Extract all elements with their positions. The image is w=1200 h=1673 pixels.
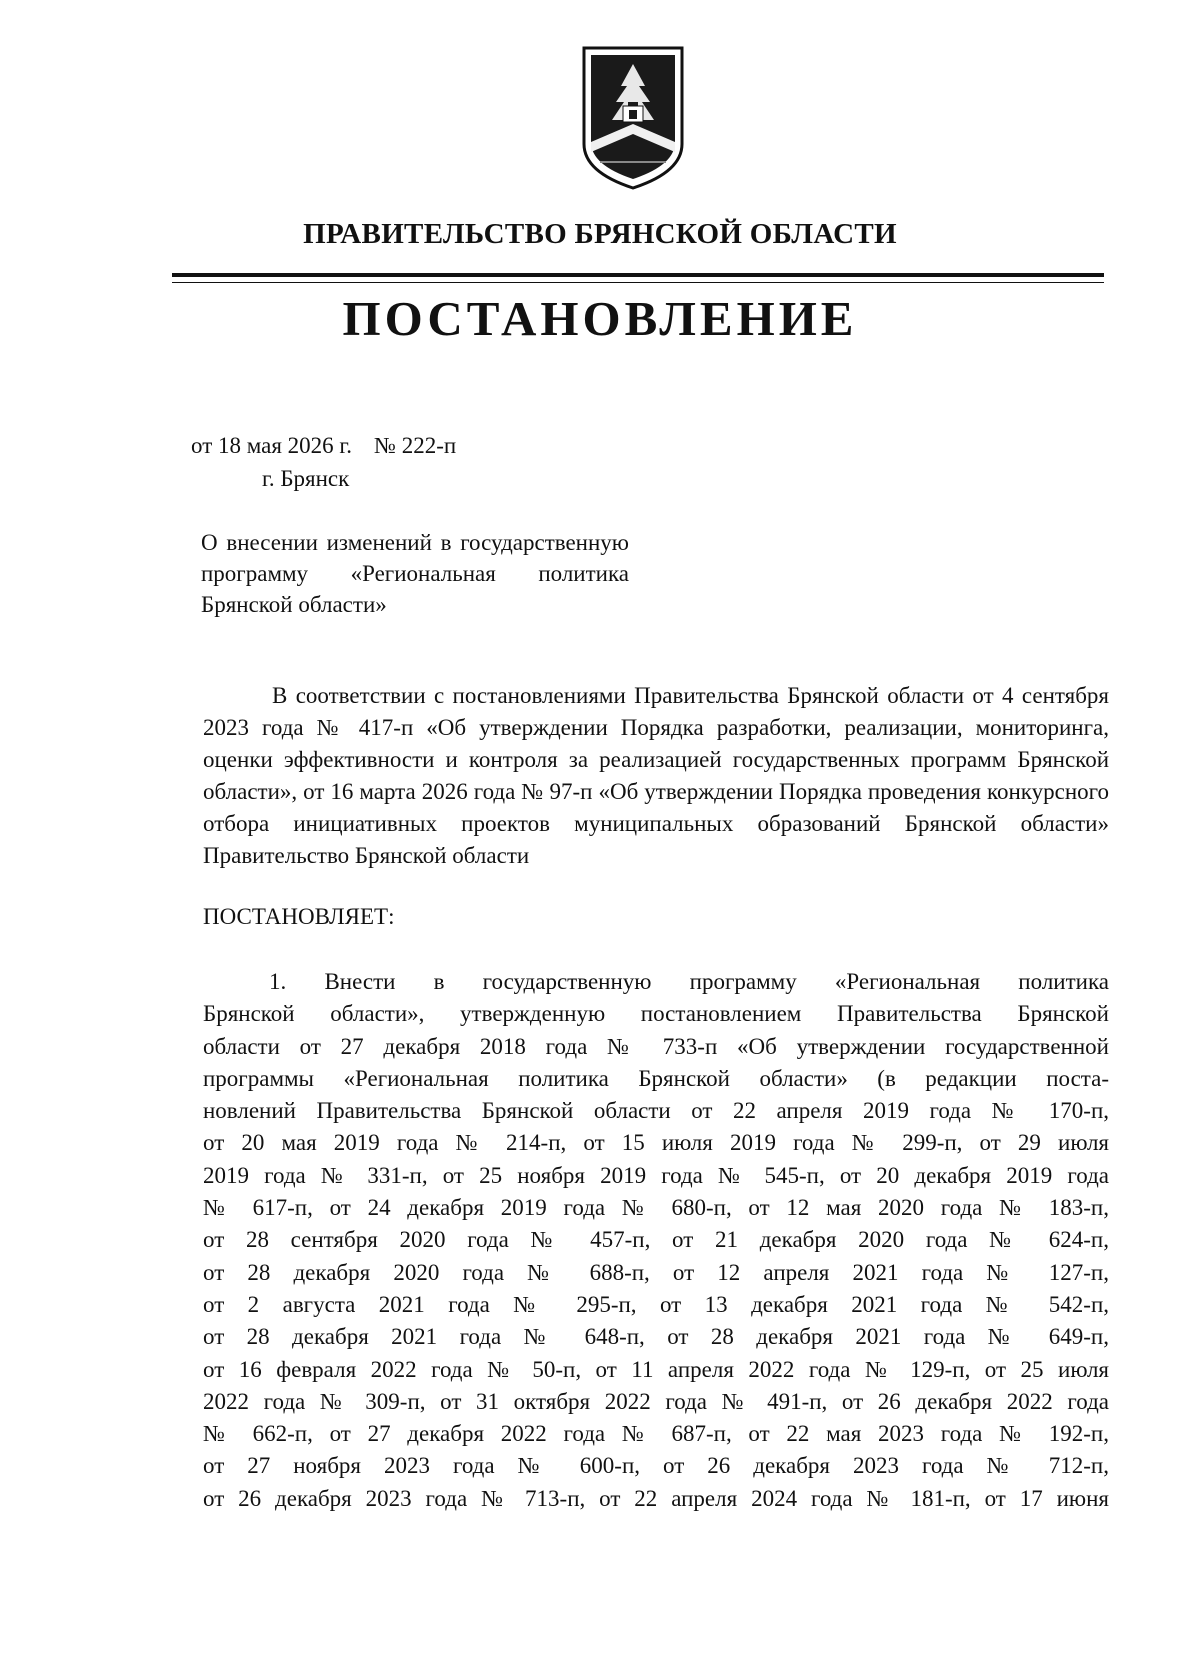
document-city: г. Брянск — [262, 466, 350, 491]
paragraph-line: 1. Внести в государственную программу «Региональная политика — [269, 969, 1109, 994]
document-number: № 222-п — [374, 433, 457, 458]
paragraph-line: программы «Региональная политика Брянской области» (в редакции поста- — [203, 1065, 1109, 1091]
paragraph-line: от 16 февраля 2022 года № 50-п, от 11 апреля 2022 года № 129-п, от 25 июля — [203, 1356, 1109, 1382]
paragraph-line: новлений Правительства Брянской области от 22 апреля 2019 года № 170-п, — [203, 1098, 1109, 1124]
paragraph-line: от 26 декабря 2023 года № 713-п, от 22 апреля 2024 года № 181-п, от 17 июня — [203, 1485, 1109, 1511]
item-1-paragraph — [203, 966, 1109, 1515]
preamble-paragraph: В соответствии с постановлениями Правительства Брянской области от 4 сентября 2023 года № 417-п «Об утверждении Порядка разработки, реализации, мониторинга, оценки эффективности и контроля за реализацией государственных программ Брянской области», от 16 марта 2026 года № 97-п «Об утверждении Порядка проведения конкурсного отбора инициативных проектов муниципальных образований Брянской области» Правительство Брянской области — [203, 683, 1109, 868]
document-date: от 18 мая 2026 г. — [191, 433, 353, 458]
paragraph-line: от 28 сентября 2020 года № 457-п, от 21 декабря 2020 года № 624-п, — [203, 1227, 1109, 1253]
paragraph-line: от 2 августа 2021 года № 295-п, от 13 декабря 2021 года № 542-п, — [203, 1291, 1109, 1317]
paragraph-line: Брянской области», утвержденную постановлением Правительства Брянской — [203, 1001, 1109, 1027]
paragraph-line: от 20 мая 2019 года № 214-п, от 15 июля 2019 года № 299-п, от 29 июля — [203, 1130, 1109, 1156]
paragraph-line: 2019 года № 331-п, от 25 ноября 2019 года № 545-п, от 20 декабря 2019 года — [203, 1162, 1109, 1188]
paragraph-line: от 28 декабря 2020 года № 688-п, от 12 апреля 2021 года № 127-п, — [203, 1259, 1109, 1285]
header-rule-thin — [172, 282, 1104, 283]
coat-of-arms-icon — [578, 44, 688, 192]
document-date-line — [191, 433, 456, 459]
header-rule-thick — [172, 273, 1104, 277]
paragraph-line: от 28 декабря 2021 года № 648-п, от 28 декабря 2021 года № 649-п, — [203, 1324, 1109, 1350]
paragraph-line: № 662-п, от 27 декабря 2022 года № 687-п, от 22 мая 2023 года № 192-п, — [203, 1421, 1109, 1447]
document-subject: О внесении изменений в государственную программу «Региональная политика Брянской области» — [201, 530, 629, 617]
paragraph-line: области от 27 декабря 2018 года № 733-п «Об утверждении государственной — [203, 1033, 1109, 1059]
document-type-title: ПОСТАНОВЛЕНИЕ — [342, 291, 858, 346]
paragraph-line: 2022 года № 309-п, от 31 октября 2022 года № 491-п, от 26 декабря 2022 года — [203, 1388, 1109, 1414]
organization-title: ПРАВИТЕЛЬСТВО БРЯНСКОЙ ОБЛАСТИ — [303, 218, 897, 250]
decree-word: ПОСТАНОВЛЯЕТ: — [203, 904, 395, 929]
paragraph-line: № 617-п, от 24 декабря 2019 года № 680-п, от 12 мая 2020 года № 183-п, — [203, 1195, 1109, 1221]
paragraph-line: от 27 ноября 2023 года № 600-п, от 26 декабря 2023 года № 712-п, — [203, 1453, 1109, 1479]
